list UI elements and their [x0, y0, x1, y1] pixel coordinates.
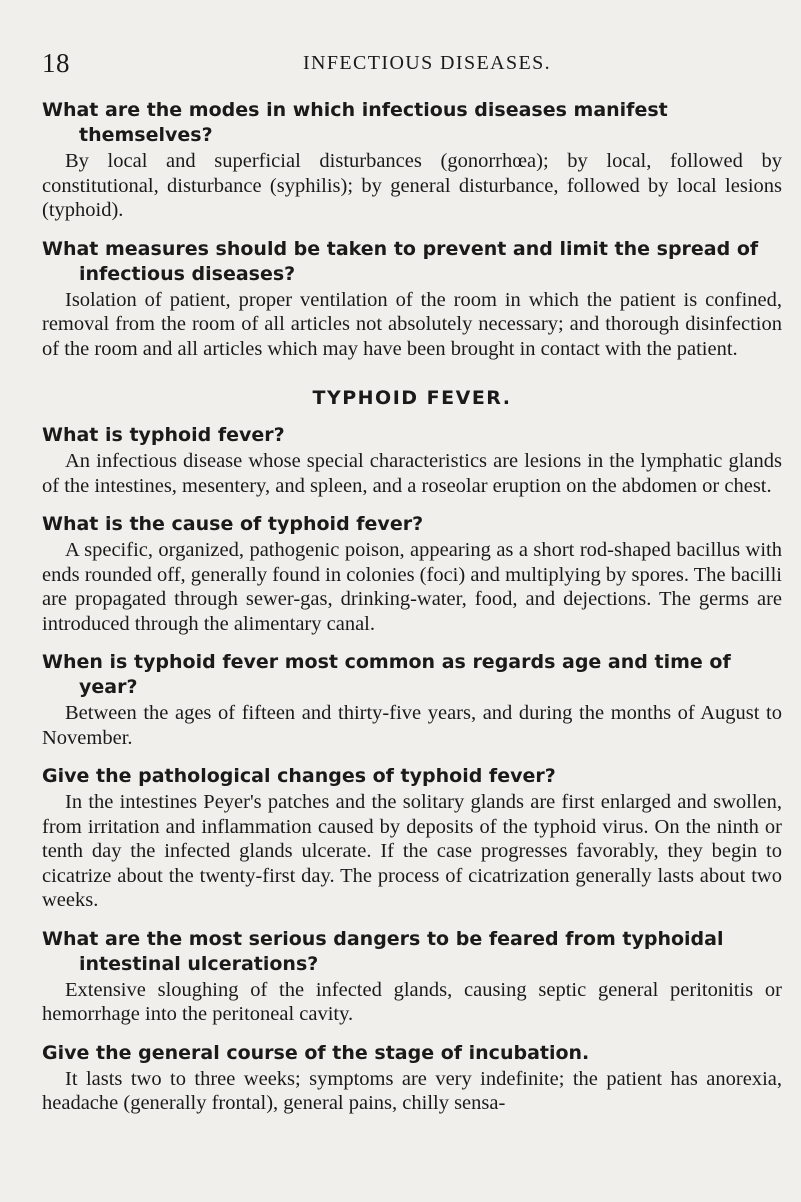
answer: Isolation of patient, proper ventilation of the room in which the patient is confined, removal from the room of all articles not absolutely necessary; and thorough disinfection of the room and all articles which may have been brought in contact with the patient. — [42, 288, 782, 360]
question: What are the most serious dangers to be feared from typhoidal intestinal ulcerations? — [42, 927, 724, 975]
qa-block — [42, 1041, 782, 1116]
qa-block — [42, 764, 782, 913]
section-title: TYPHOID FEVER. — [312, 387, 512, 409]
answer: An infectious disease whose special characteristics are lesions in the lymphatic glands of the intestines, mesentery, and spleen, and a roseolar eruption on the abdomen or chest. — [42, 450, 782, 497]
page-number: 18 — [42, 48, 70, 78]
answer: Between the ages of fifteen and thirty-five years, and during the months of August to November. — [42, 702, 782, 749]
question: What measures should be taken to prevent and limit the spread of infectious diseases? — [42, 237, 759, 285]
question: When is typhoid fever most common as regards age and time of year? — [42, 651, 731, 698]
answer: Extensive sloughing of the infected glands, causing septic general peritonitis or hemorrhage into the peritoneal cavity. — [42, 978, 782, 1025]
answer: In the intestines Peyer's patches and the solitary glands are first enlarged and swollen, from irritation and inflammation caused by deposits of the typhoid virus. On the ninth or tenth day the infected glands ulcerate. If the case progresses favorably, they begin to cicatrize about the twenty-first day. The process of cicatrization generally lasts about two weeks. — [42, 791, 782, 911]
qa-block — [42, 512, 782, 636]
qa-block — [42, 98, 782, 223]
question: What are the modes in which infectious diseases manifest themselves? — [42, 99, 668, 146]
answer: A specific, organized, pathogenic poison, appearing as a short rod-shaped bacillus with ends rounded off, generally found in colonies (foci) and multiplying by spores. The bacilli are propagated through sewer-gas, drinking-water, food, and dejections. The germs are introduced through the alimentary canal. — [42, 539, 782, 635]
question: Give the general course of the stage of incubation. — [42, 1041, 590, 1064]
running-head: INFECTIOUS DISEASES. — [302, 52, 552, 74]
qa-block — [42, 237, 782, 362]
question: What is typhoid fever? — [42, 424, 285, 446]
qa-block — [42, 927, 782, 1027]
question: Give the pathological changes of typhoid fever? — [42, 765, 556, 787]
answer: By local and superficial disturbances (gonorrhœa); by local, followed by constitutional, disturbance (syphilis); by general disturbance, followed by local lesions (typhoid). — [42, 150, 782, 221]
page-header — [42, 48, 782, 78]
book-page — [42, 48, 782, 1130]
question: What is the cause of typhoid fever? — [42, 513, 424, 535]
answer: It lasts two to three weeks; symptoms are very indefinite; the patient has anorexia, headache (generally frontal), general pains, chilly sensa- — [42, 1067, 782, 1114]
qa-block — [42, 650, 782, 750]
qa-block — [42, 423, 782, 498]
